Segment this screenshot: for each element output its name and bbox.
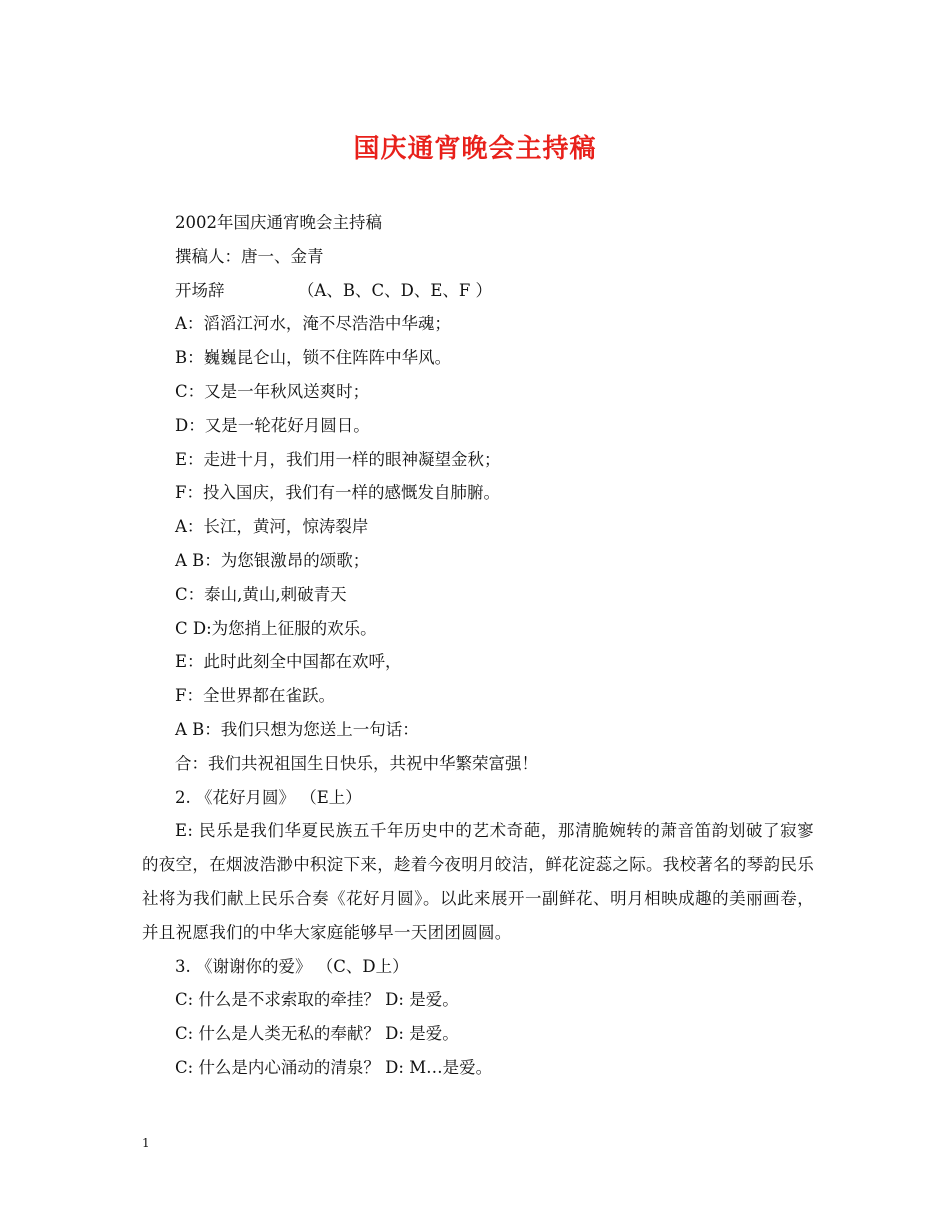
text-line: D：又是一轮花好月圆日。 — [175, 415, 370, 435]
text-line: C: 什么是人类无私的奉献？ D: 是爱。 — [175, 1024, 459, 1044]
text-line: 合：我们共祝祖国生日快乐，共祝中华繁荣富强！ — [175, 753, 538, 773]
text-line: F：全世界都在雀跃。 — [175, 686, 335, 706]
text-line: B：巍巍昆仑山，锁不住阵阵中华风。 — [175, 348, 452, 368]
paragraph-text: E: 民乐是我们华夏民族五千年历史中的艺术奇葩，那清脆婉转的萧音笛韵划破了寂寥的夜空，在烟波浩渺中积淀下来，趁着今夜明月皎洁，鲜花淀蕊之际。我校著名的琴韵民乐社将为我们献上民乐合奏《花好月圆》。以此来展开一副鲜花、明月相映成趣的美丽画卷，并且祝愿我们的中华大家庭能够早一天团团圆圆。 — [142, 821, 814, 942]
text-line: E：此时此刻全中国都在欢呼， — [175, 652, 402, 672]
text-line: A B：为您银激昂的颂歌； — [175, 550, 370, 570]
text-line: A：滔滔江河水，淹不尽浩浩中华魂； — [175, 314, 451, 334]
text-line: C：又是一年秋风送爽时； — [175, 381, 370, 401]
text-line: C: 什么是不求索取的牵挂？ D: 是爱。 — [175, 990, 459, 1010]
text-line: C D:为您捎上征服的欢乐。 — [175, 618, 377, 638]
text-line: 3. 《谢谢你的爱》 （C、D上） — [175, 956, 409, 976]
text-line: C: 什么是内心涌动的清泉？ D: M…是爱。 — [175, 1057, 493, 1077]
text-line: 开场辞 （A、B、C、D、E、F ） — [175, 280, 493, 300]
text-line: A：长江，黄河，惊涛裂岸 — [175, 517, 369, 537]
document-body — [142, 206, 814, 1085]
text-line: 撰稿人：唐一、金青 — [175, 246, 324, 266]
page-number: 1 — [142, 1136, 150, 1150]
document-title: 国庆通宵晚会主持稿 — [353, 134, 597, 164]
text-line: 2. 《花好月圆》 （E上） — [175, 787, 362, 807]
text-line: 2002年国庆通宵晚会主持稿 — [175, 213, 382, 232]
text-line: E：走进十月，我们用一样的眼神凝望金秋； — [175, 449, 501, 469]
text-line: C：泰山,黄山,刺破青天 — [175, 584, 347, 604]
text-line: A B：我们只想为您送上一句话： — [175, 719, 419, 739]
text-line: F：投入国庆，我们有一样的感慨发自肺腑。 — [175, 483, 500, 503]
